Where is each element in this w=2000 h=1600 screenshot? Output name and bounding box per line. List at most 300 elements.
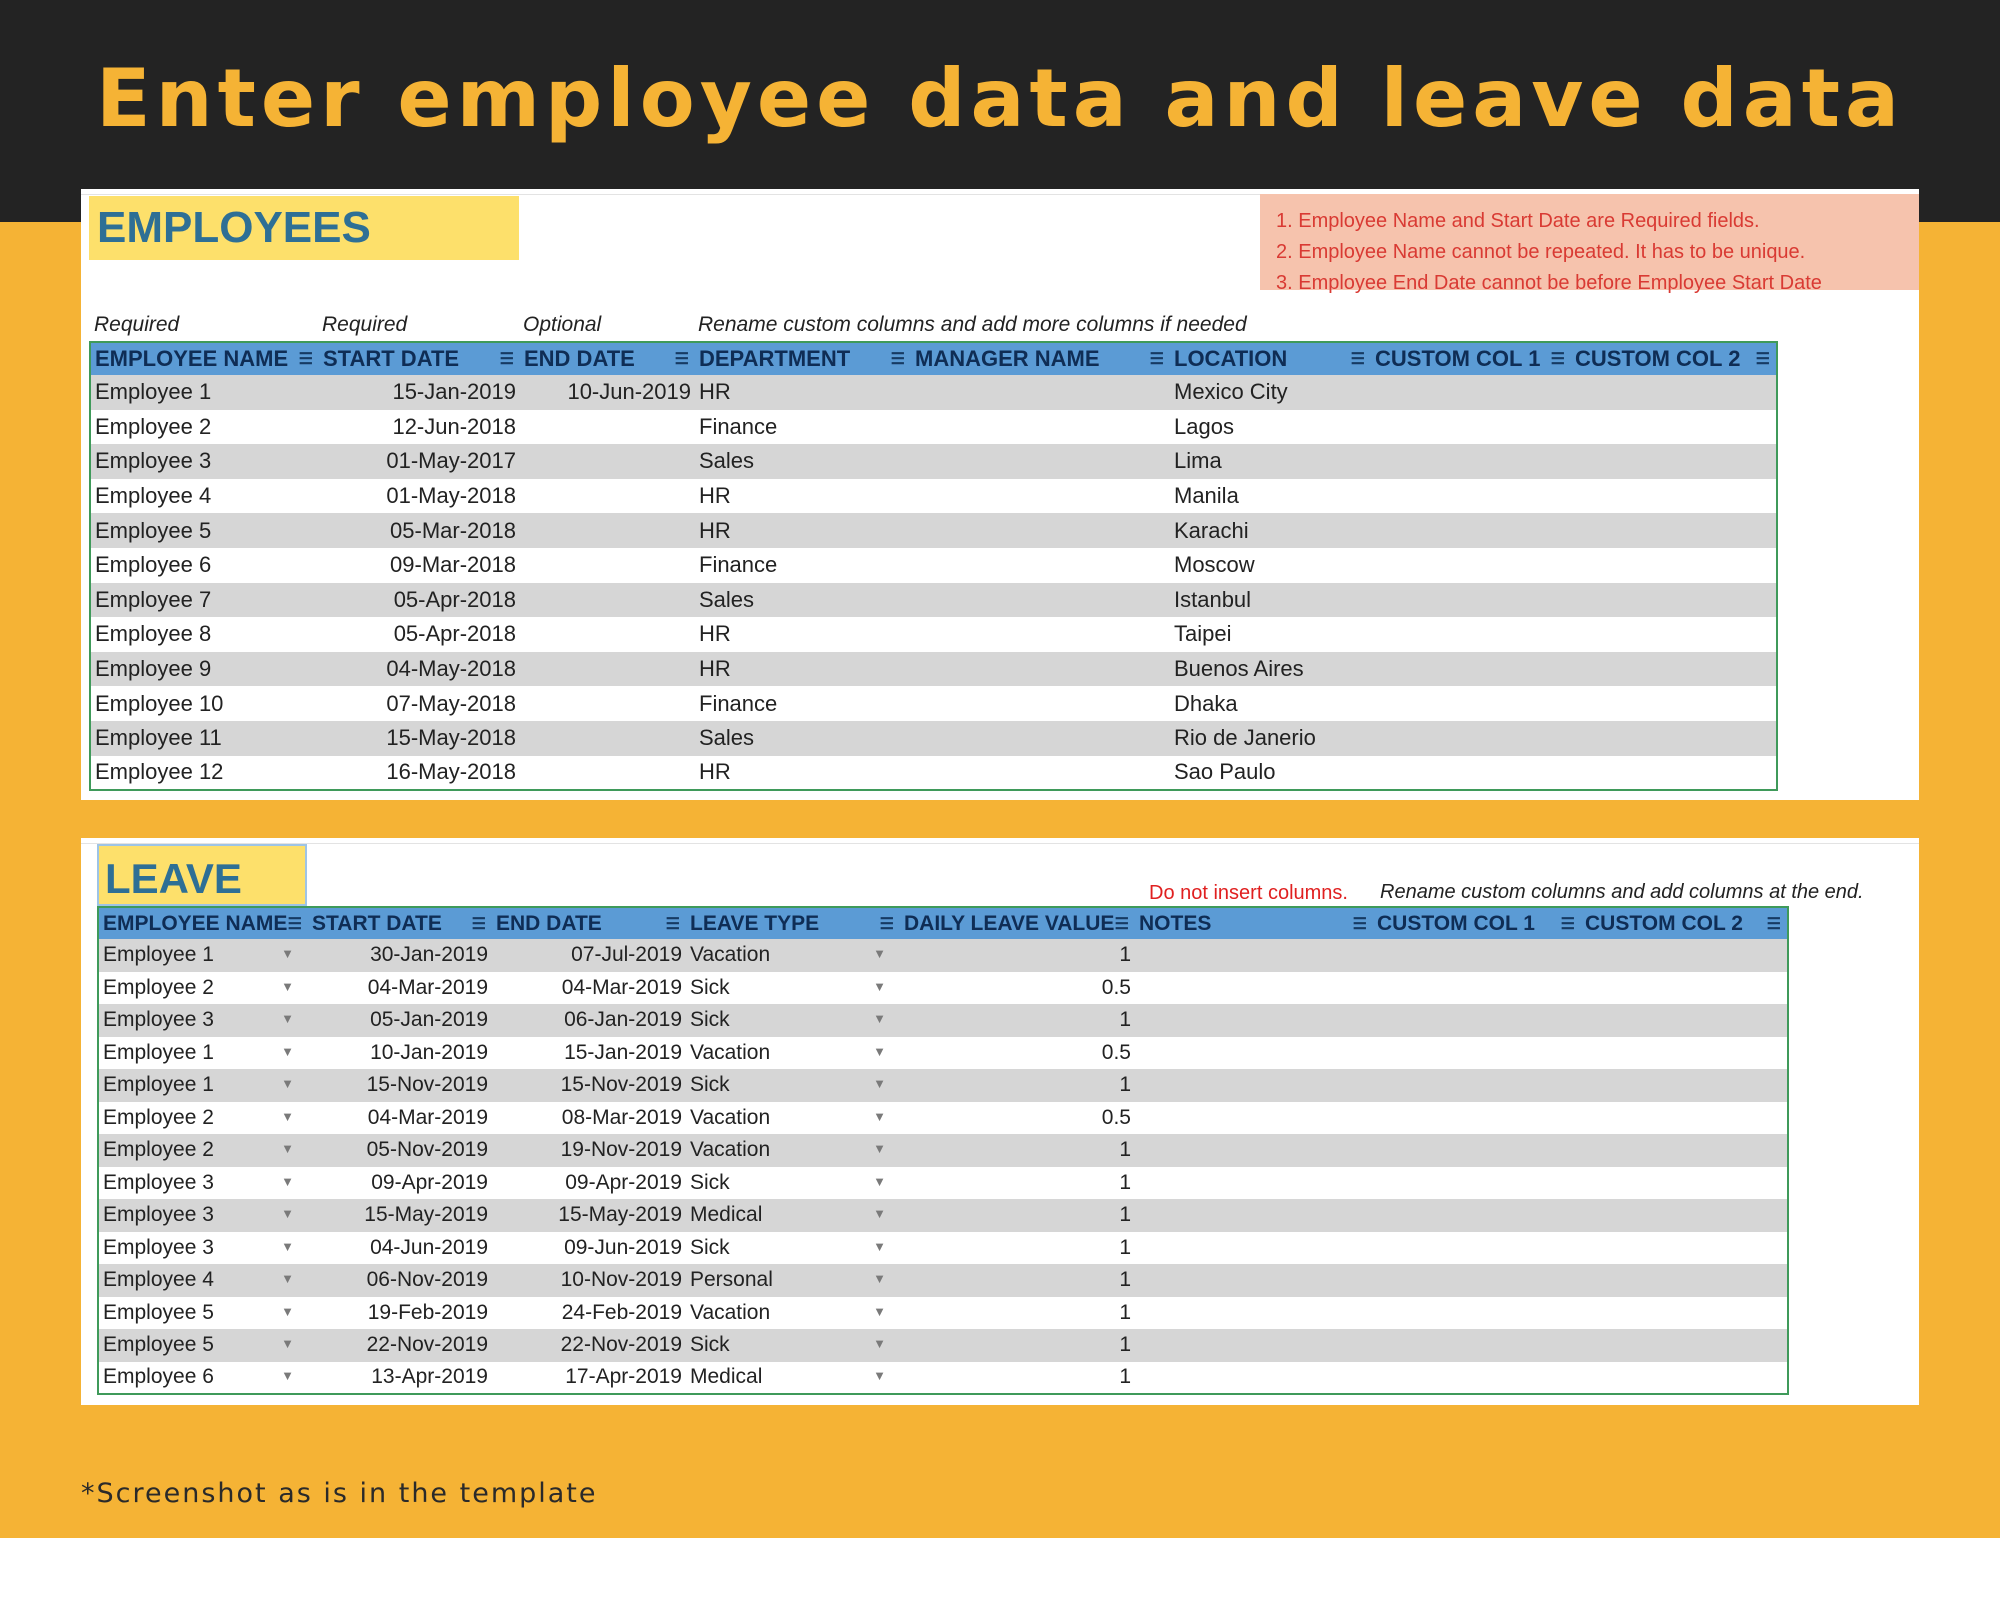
filter-icon[interactable]: ☰ (1114, 915, 1129, 933)
employees-col-header[interactable] (1371, 342, 1571, 375)
table-cell[interactable] (900, 1167, 1135, 1200)
table-cell[interactable] (1373, 1297, 1581, 1330)
table-cell[interactable] (1581, 1102, 1788, 1135)
table-cell[interactable] (686, 939, 900, 972)
table-cell[interactable] (308, 1102, 492, 1135)
table-cell[interactable] (1581, 1167, 1788, 1200)
table-cell[interactable] (911, 410, 1170, 445)
table-cell[interactable]: Lima (1170, 444, 1371, 479)
table-cell[interactable]: Sao Paulo (1170, 756, 1371, 791)
table-row[interactable] (90, 479, 1777, 514)
table-cell[interactable] (98, 1134, 308, 1167)
table-cell[interactable] (911, 513, 1170, 548)
table-cell[interactable] (98, 1329, 308, 1362)
cell-value: 0.5 (1101, 1105, 1131, 1129)
table-cell[interactable] (492, 1167, 686, 1200)
dropdown-arrow-icon[interactable]: ▼ (281, 1368, 294, 1384)
table-row[interactable] (98, 1362, 1788, 1395)
table-cell[interactable] (1581, 1264, 1788, 1297)
leave-col-header[interactable] (1373, 907, 1581, 939)
table-cell[interactable] (1373, 1069, 1581, 1102)
table-cell[interactable] (98, 1004, 308, 1037)
dropdown-arrow-icon[interactable]: ▼ (873, 1336, 886, 1352)
filter-icon[interactable]: ☰ (1755, 351, 1770, 368)
table-cell[interactable] (900, 1297, 1135, 1330)
table-cell[interactable] (520, 617, 695, 652)
table-cell[interactable]: Manila (1170, 479, 1371, 514)
table-cell[interactable] (900, 1069, 1135, 1102)
table-cell[interactable] (900, 939, 1135, 972)
column-label: CUSTOM COL 1 (1377, 911, 1535, 935)
table-cell[interactable] (1135, 1232, 1373, 1265)
dropdown-arrow-icon[interactable]: ▼ (281, 946, 294, 962)
table-cell[interactable] (1571, 548, 1777, 583)
table-cell[interactable]: Istanbul (1170, 583, 1371, 618)
column-label: END DATE (524, 346, 635, 371)
table-cell[interactable]: Employee 1 (90, 375, 319, 410)
table-row[interactable] (90, 617, 1777, 652)
table-cell[interactable] (1371, 721, 1571, 756)
table-cell[interactable] (1373, 1167, 1581, 1200)
table-row[interactable] (90, 721, 1777, 756)
table-row[interactable] (98, 1037, 1788, 1070)
table-cell[interactable]: Employee 6 (90, 548, 319, 583)
dropdown-arrow-icon[interactable]: ▼ (873, 1368, 886, 1384)
table-cell[interactable] (686, 1167, 900, 1200)
filter-icon[interactable]: ☰ (1766, 915, 1781, 933)
table-cell[interactable]: Dhaka (1170, 686, 1371, 721)
table-cell[interactable]: Sales (695, 583, 911, 618)
table-cell[interactable]: Employee 3 (90, 444, 319, 479)
filter-icon[interactable]: ☰ (1560, 915, 1575, 933)
table-cell[interactable]: Buenos Aires (1170, 652, 1371, 687)
employees-col-header[interactable] (1571, 342, 1777, 375)
table-cell[interactable]: Employee 9 (90, 652, 319, 687)
table-cell[interactable] (492, 1329, 686, 1362)
table-cell[interactable] (1135, 1362, 1373, 1395)
table-cell[interactable] (1371, 513, 1571, 548)
table-cell[interactable] (98, 1167, 308, 1200)
table-cell[interactable]: Karachi (1170, 513, 1371, 548)
table-cell[interactable] (686, 1069, 900, 1102)
table-cell[interactable] (1571, 721, 1777, 756)
dropdown-arrow-icon[interactable]: ▼ (873, 1108, 886, 1124)
table-cell[interactable] (911, 721, 1170, 756)
table-cell[interactable]: HR (695, 617, 911, 652)
table-cell[interactable] (686, 1297, 900, 1330)
table-cell[interactable] (1371, 410, 1571, 445)
table-row[interactable] (98, 1329, 1788, 1362)
table-cell[interactable] (1135, 1102, 1373, 1135)
table-cell[interactable] (1571, 686, 1777, 721)
table-cell[interactable]: 12-Jun-2018 (319, 410, 520, 445)
table-cell[interactable] (900, 1037, 1135, 1070)
table-cell[interactable] (1581, 1297, 1788, 1330)
dropdown-arrow-icon[interactable]: ▼ (281, 1206, 294, 1222)
table-row[interactable] (90, 686, 1777, 721)
table-cell[interactable] (911, 583, 1170, 618)
table-row[interactable] (90, 583, 1777, 618)
table-cell[interactable] (1373, 1329, 1581, 1362)
table-cell[interactable] (492, 1264, 686, 1297)
filter-icon[interactable]: ☰ (674, 351, 689, 368)
table-cell[interactable] (1571, 756, 1777, 791)
table-cell[interactable] (492, 1004, 686, 1037)
table-cell[interactable] (900, 1199, 1135, 1232)
dropdown-arrow-icon[interactable]: ▼ (873, 1271, 886, 1287)
table-cell[interactable]: Employee 7 (90, 583, 319, 618)
table-cell[interactable] (1135, 1297, 1373, 1330)
table-cell[interactable] (900, 1264, 1135, 1297)
table-row[interactable] (90, 513, 1777, 548)
table-cell[interactable] (1373, 1037, 1581, 1070)
table-cell[interactable] (492, 972, 686, 1005)
table-cell[interactable] (492, 939, 686, 972)
table-cell[interactable] (911, 686, 1170, 721)
table-cell[interactable] (308, 1004, 492, 1037)
employees-col-header[interactable] (695, 342, 911, 375)
table-cell[interactable] (308, 1134, 492, 1167)
table-cell[interactable] (1371, 583, 1571, 618)
table-cell[interactable] (1373, 1264, 1581, 1297)
table-cell[interactable] (98, 1037, 308, 1070)
table-row[interactable] (98, 1297, 1788, 1330)
table-cell[interactable] (308, 1232, 492, 1265)
filter-icon[interactable]: ☰ (1550, 351, 1565, 368)
table-row[interactable] (98, 1134, 1788, 1167)
table-cell[interactable] (1371, 444, 1571, 479)
table-row[interactable] (98, 972, 1788, 1005)
table-cell[interactable] (1371, 652, 1571, 687)
table-cell[interactable] (308, 1264, 492, 1297)
table-cell[interactable]: Employee 11 (90, 721, 319, 756)
table-cell[interactable] (1373, 972, 1581, 1005)
employees-col-header[interactable] (520, 342, 695, 375)
table-cell[interactable] (911, 617, 1170, 652)
table-cell[interactable] (492, 1134, 686, 1167)
table-row[interactable] (98, 1069, 1788, 1102)
table-cell[interactable] (900, 1329, 1135, 1362)
table-cell[interactable]: 04-May-2018 (319, 652, 520, 687)
table-row[interactable] (90, 444, 1777, 479)
filter-icon[interactable]: ☰ (471, 915, 486, 933)
table-cell[interactable] (686, 972, 900, 1005)
table-cell[interactable]: Moscow (1170, 548, 1371, 583)
table-row[interactable] (90, 375, 1777, 410)
table-cell[interactable] (1371, 375, 1571, 410)
table-cell[interactable] (98, 1264, 308, 1297)
table-cell[interactable] (492, 1297, 686, 1330)
cell-value: 15-May-2019 (558, 1203, 682, 1227)
table-cell[interactable] (520, 513, 695, 548)
table-cell[interactable] (1581, 1329, 1788, 1362)
employees-col-header[interactable] (90, 342, 319, 375)
table-cell[interactable] (911, 479, 1170, 514)
dropdown-arrow-icon[interactable]: ▼ (873, 1173, 886, 1189)
table-cell[interactable] (1135, 1134, 1373, 1167)
table-cell[interactable] (1135, 939, 1373, 972)
table-cell[interactable] (1571, 583, 1777, 618)
table-cell[interactable]: HR (695, 375, 911, 410)
filter-icon[interactable]: ☰ (298, 351, 313, 368)
dropdown-arrow-icon[interactable]: ▼ (281, 1303, 294, 1319)
dropdown-arrow-icon[interactable]: ▼ (281, 1141, 294, 1157)
filter-icon[interactable]: ☰ (499, 351, 514, 368)
table-cell[interactable]: Mexico City (1170, 375, 1371, 410)
table-cell[interactable]: HR (695, 513, 911, 548)
leave-col-header[interactable] (1581, 907, 1788, 939)
dropdown-arrow-icon[interactable]: ▼ (281, 1011, 294, 1027)
filter-icon[interactable]: ☰ (665, 915, 680, 933)
table-cell[interactable] (520, 721, 695, 756)
table-cell[interactable] (900, 972, 1135, 1005)
table-cell[interactable] (1581, 939, 1788, 972)
table-row[interactable] (98, 1004, 1788, 1037)
table-cell[interactable] (98, 1199, 308, 1232)
cell-value: Employee 2 (103, 1105, 214, 1129)
table-cell[interactable] (492, 1069, 686, 1102)
table-row[interactable] (90, 756, 1777, 791)
table-row[interactable] (98, 1264, 1788, 1297)
table-cell[interactable] (308, 1362, 492, 1395)
table-cell[interactable] (1371, 756, 1571, 791)
table-cell[interactable] (1371, 548, 1571, 583)
table-row[interactable] (90, 548, 1777, 583)
table-cell[interactable] (911, 375, 1170, 410)
table-cell[interactable] (1371, 686, 1571, 721)
table-cell[interactable] (1373, 1362, 1581, 1395)
table-cell[interactable] (1571, 410, 1777, 445)
table-cell[interactable] (520, 548, 695, 583)
table-cell[interactable] (686, 1232, 900, 1265)
table-cell[interactable]: Employee 8 (90, 617, 319, 652)
table-cell[interactable] (1581, 1199, 1788, 1232)
table-cell[interactable] (1581, 1134, 1788, 1167)
table-cell[interactable] (1135, 1329, 1373, 1362)
table-cell[interactable] (492, 1102, 686, 1135)
table-cell[interactable] (686, 1004, 900, 1037)
table-cell[interactable] (308, 1297, 492, 1330)
table-cell[interactable] (1135, 1264, 1373, 1297)
table-cell[interactable] (98, 1232, 308, 1265)
table-cell[interactable] (308, 1199, 492, 1232)
leave-col-header[interactable] (98, 907, 308, 939)
table-cell[interactable] (900, 1362, 1135, 1395)
table-cell[interactable] (1581, 1362, 1788, 1395)
table-row[interactable] (90, 410, 1777, 445)
table-cell[interactable]: Rio de Janerio (1170, 721, 1371, 756)
dropdown-arrow-icon[interactable]: ▼ (281, 1076, 294, 1092)
table-cell[interactable]: 09-Mar-2018 (319, 548, 520, 583)
table-cell[interactable]: HR (695, 652, 911, 687)
table-cell[interactable] (1135, 1037, 1373, 1070)
dropdown-arrow-icon[interactable]: ▼ (873, 1238, 886, 1254)
table-cell[interactable] (900, 1232, 1135, 1265)
leave-col-header[interactable] (900, 907, 1135, 939)
dropdown-arrow-icon[interactable]: ▼ (873, 946, 886, 962)
filter-icon[interactable]: ☰ (879, 915, 894, 933)
table-cell[interactable] (308, 1167, 492, 1200)
table-cell[interactable]: 05-Mar-2018 (319, 513, 520, 548)
filter-icon[interactable]: ☰ (890, 351, 905, 368)
table-cell[interactable] (1373, 1199, 1581, 1232)
table-cell[interactable] (686, 1329, 900, 1362)
table-cell[interactable] (900, 1134, 1135, 1167)
table-cell[interactable]: 15-May-2018 (319, 721, 520, 756)
table-cell[interactable]: 05-Apr-2018 (319, 617, 520, 652)
table-cell[interactable]: HR (695, 756, 911, 791)
dropdown-arrow-icon[interactable]: ▼ (281, 1238, 294, 1254)
employees-col-header[interactable] (911, 342, 1170, 375)
table-cell[interactable]: Lagos (1170, 410, 1371, 445)
table-cell[interactable] (911, 444, 1170, 479)
table-cell[interactable] (308, 972, 492, 1005)
table-cell[interactable]: Employee 12 (90, 756, 319, 791)
table-cell[interactable]: 07-May-2018 (319, 686, 520, 721)
filter-icon[interactable]: ☰ (1149, 351, 1164, 368)
table-cell[interactable] (1581, 1004, 1788, 1037)
table-cell[interactable] (1373, 1232, 1581, 1265)
table-cell[interactable] (1135, 972, 1373, 1005)
table-cell[interactable] (911, 756, 1170, 791)
table-cell[interactable] (1135, 1167, 1373, 1200)
table-cell[interactable] (98, 1297, 308, 1330)
dropdown-arrow-icon[interactable]: ▼ (873, 1206, 886, 1222)
table-cell[interactable]: Sales (695, 721, 911, 756)
table-cell[interactable] (686, 1264, 900, 1297)
table-cell[interactable] (1371, 617, 1571, 652)
table-cell[interactable] (686, 1037, 900, 1070)
table-cell[interactable]: 01-May-2018 (319, 479, 520, 514)
table-cell[interactable] (1581, 1037, 1788, 1070)
table-cell[interactable] (1571, 375, 1777, 410)
table-cell[interactable] (98, 972, 308, 1005)
table-cell[interactable] (98, 1069, 308, 1102)
table-cell[interactable] (308, 1037, 492, 1070)
table-cell[interactable] (520, 686, 695, 721)
table-cell[interactable] (1571, 513, 1777, 548)
table-cell[interactable] (520, 652, 695, 687)
table-cell[interactable] (1581, 1232, 1788, 1265)
table-cell[interactable]: Finance (695, 548, 911, 583)
leave-col-header[interactable] (1135, 907, 1373, 939)
table-cell[interactable]: 16-May-2018 (319, 756, 520, 791)
dropdown-arrow-icon[interactable]: ▼ (873, 1043, 886, 1059)
table-cell[interactable] (1135, 1199, 1373, 1232)
table-cell[interactable] (900, 1004, 1135, 1037)
table-cell[interactable] (1571, 444, 1777, 479)
dropdown-arrow-icon[interactable]: ▼ (281, 1043, 294, 1059)
table-cell[interactable] (686, 1199, 900, 1232)
table-cell[interactable] (1371, 479, 1571, 514)
table-cell[interactable] (686, 1134, 900, 1167)
table-cell[interactable] (98, 1362, 308, 1395)
table-cell[interactable]: Employee 10 (90, 686, 319, 721)
table-cell[interactable] (308, 939, 492, 972)
table-row[interactable] (98, 939, 1788, 972)
table-cell[interactable] (98, 939, 308, 972)
dropdown-arrow-icon[interactable]: ▼ (281, 1336, 294, 1352)
table-cell[interactable] (686, 1102, 900, 1135)
table-cell[interactable] (911, 548, 1170, 583)
table-cell[interactable] (1581, 972, 1788, 1005)
table-cell[interactable] (308, 1069, 492, 1102)
filter-icon[interactable]: ☰ (1350, 351, 1365, 368)
table-cell[interactable] (686, 1362, 900, 1395)
table-cell[interactable] (520, 444, 695, 479)
table-cell[interactable]: Finance (695, 410, 911, 445)
table-row[interactable] (98, 1232, 1788, 1265)
table-row[interactable] (98, 1102, 1788, 1135)
filter-icon[interactable]: ☰ (287, 915, 302, 933)
table-cell[interactable] (492, 1362, 686, 1395)
table-cell[interactable] (1373, 1004, 1581, 1037)
table-cell[interactable] (492, 1037, 686, 1070)
table-cell[interactable] (1135, 1069, 1373, 1102)
dropdown-arrow-icon[interactable]: ▼ (281, 1173, 294, 1189)
table-cell[interactable] (1135, 1004, 1373, 1037)
table-cell[interactable] (520, 756, 695, 791)
dropdown-arrow-icon[interactable]: ▼ (873, 1303, 886, 1319)
table-cell[interactable] (1571, 479, 1777, 514)
table-cell[interactable] (1581, 1069, 1788, 1102)
table-cell[interactable] (1373, 939, 1581, 972)
table-cell[interactable] (520, 410, 695, 445)
table-row[interactable] (98, 1199, 1788, 1232)
dropdown-arrow-icon[interactable]: ▼ (281, 978, 294, 994)
table-cell[interactable]: Employee 2 (90, 410, 319, 445)
table-cell[interactable]: HR (695, 479, 911, 514)
table-cell[interactable] (1373, 1102, 1581, 1135)
table-cell[interactable] (1373, 1134, 1581, 1167)
table-cell[interactable] (1571, 652, 1777, 687)
table-cell[interactable]: Employee 5 (90, 513, 319, 548)
leave-col-header[interactable] (686, 907, 900, 939)
dropdown-arrow-icon[interactable]: ▼ (873, 1011, 886, 1027)
table-cell[interactable] (520, 479, 695, 514)
table-cell[interactable]: 01-May-2017 (319, 444, 520, 479)
table-cell[interactable] (520, 583, 695, 618)
table-cell[interactable]: Employee 4 (90, 479, 319, 514)
leave-col-header[interactable] (308, 907, 492, 939)
table-cell[interactable] (900, 1102, 1135, 1135)
dropdown-arrow-icon[interactable]: ▼ (873, 1141, 886, 1157)
table-cell[interactable] (1571, 617, 1777, 652)
cell-value: 09-Jun-2019 (564, 1235, 682, 1259)
dropdown-arrow-icon[interactable]: ▼ (873, 1076, 886, 1092)
leave-col-header[interactable] (492, 907, 686, 939)
dropdown-arrow-icon[interactable]: ▼ (281, 1271, 294, 1287)
employees-col-header[interactable] (1170, 342, 1371, 375)
table-cell[interactable] (308, 1329, 492, 1362)
table-cell[interactable] (98, 1102, 308, 1135)
table-cell[interactable]: Finance (695, 686, 911, 721)
table-cell[interactable] (492, 1199, 686, 1232)
table-cell[interactable]: 15-Jan-2019 (319, 375, 520, 410)
table-cell[interactable]: Sales (695, 444, 911, 479)
table-row[interactable] (90, 652, 1777, 687)
employees-col-header[interactable] (319, 342, 520, 375)
table-cell[interactable]: 10-Jun-2019 (520, 375, 695, 410)
table-cell[interactable] (492, 1232, 686, 1265)
table-cell[interactable]: Taipei (1170, 617, 1371, 652)
table-cell[interactable] (911, 652, 1170, 687)
dropdown-arrow-icon[interactable]: ▼ (281, 1108, 294, 1124)
dropdown-arrow-icon[interactable]: ▼ (873, 978, 886, 994)
table-cell[interactable]: 05-Apr-2018 (319, 583, 520, 618)
table-row[interactable] (98, 1167, 1788, 1200)
filter-icon[interactable]: ☰ (1352, 915, 1367, 933)
